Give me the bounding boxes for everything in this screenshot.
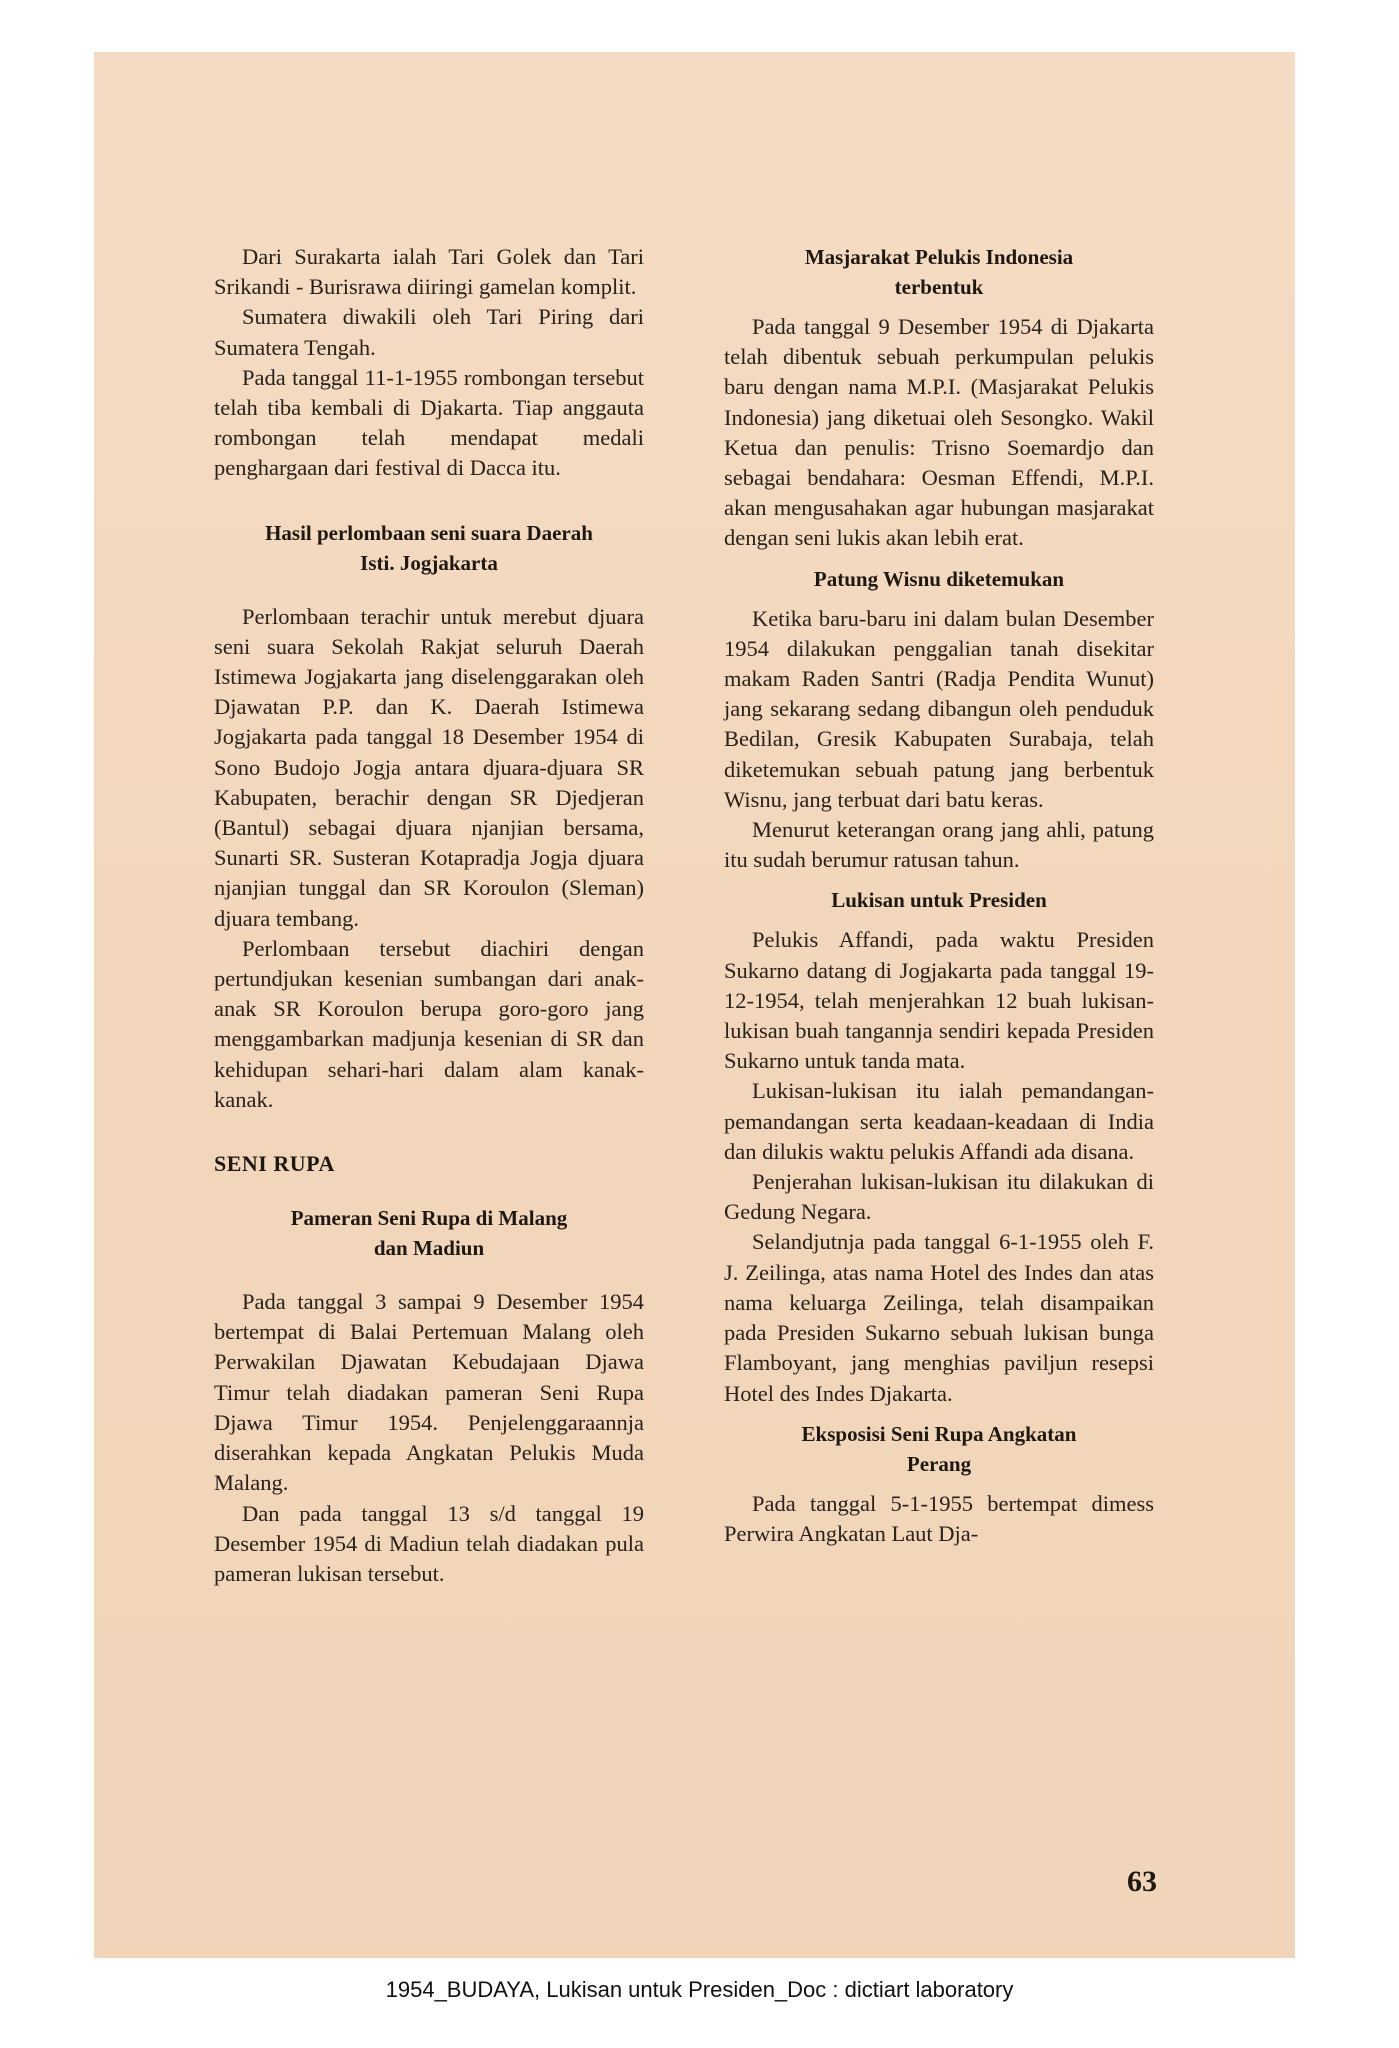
right-column [724, 242, 1154, 1549]
paragraph: Perlombaan tersebut diachiri dengan pertundjukan kesenian sumbangan dari anak-anak SR Koroulon berupa goro-goro jang menggambarkan madjunja kesenian di SR dan kehidupan sehari-hari dalam alam kanak-kanak. [214, 935, 644, 1112]
heading-line: Pameran Seni Rupa di Malang [290, 1206, 568, 1231]
paragraph: Pelukis Affandi, pada waktu Presiden Sukarno datang di Jogjakarta pada tanggal 19-12-1954, telah menjerahkan 12 buah lukisan-lukisan buah tangannja sendiri kepada Presiden Sukarno untuk tanda mata. [724, 927, 1154, 1074]
heading-lukisan-untuk-presiden: Lukisan untuk Presiden [831, 888, 1047, 913]
heading-hasil-perlombaan [214, 518, 644, 578]
paragraph: Penjerahan lukisan-lukisan itu dilakukan di Gedung Negara. [724, 1169, 1154, 1225]
paragraph: Menurut keterangan orang jang ahli, patung itu sudah berumur ratusan tahun. [724, 817, 1154, 873]
paragraph: Pada tanggal 11-1-1955 rombongan tersebut telah tiba kembali di Djakarta. Tiap anggauta rombongan telah mendapat medali penghargaan dari festival di Dacca itu. [214, 364, 644, 481]
paragraph: Selandjutnja pada tanggal 6-1-1955 oleh F. J. Zeilinga, atas nama Hotel des Indes dan atas nama keluarga Zeilinga, telah disampaikan pada Presiden Sukarno sebuah lukisan bunga Flamboyant, jang menghias paviljun resepsi Hotel des Indes Djakarta. [724, 1229, 1154, 1406]
paragraph: Pada tanggal 5-1-1955 bertempat dimess Perwira Angkatan Laut Dja- [724, 1490, 1154, 1546]
paragraph: Pada tanggal 9 Desember 1954 di Djakarta telah dibentuk sebuah perkumpulan pelukis baru dengan nama M.P.I. (Masjarakat Pelukis Indonesia) jang diketuai oleh Sesongko. Wakil Ketua dan penulis: Trisno Soemardjo dan sebagai bendahara: Oesman Effendi, M.P.I. akan mengusahakan agar hubungan masjarakat dengan seni lukis akan lebih erat. [724, 314, 1154, 551]
heading-line: Isti. Jogjakarta [360, 550, 498, 575]
image-caption: 1954_BUDAYA, Lukisan untuk Presiden_Doc : dictiart laboratory [385, 1977, 1014, 2002]
heading-line: Eksposisi Seni Rupa Angkatan [801, 1421, 1077, 1446]
heading-patung-wisnu: Patung Wisnu diketemukan [813, 566, 1065, 591]
paragraph: Ketika baru-baru ini dalam bulan Desember 1954 dilakukan penggalian tanah disekitar makam Raden Santri (Radja Pendita Wunut) jang sekarang sedang dibangun oleh penduduk Bedilan, Gresik Kabupaten Surabaja, telah diketemukan sebuah patung jang berbentuk Wisnu, jang terbuat dari batu keras. [724, 605, 1154, 812]
paragraph: Dari Surakarta ialah Tari Golek dan Tari Srikandi - Burisrawa diiringi gamelan komplit. [214, 244, 644, 300]
page-number: 63 [1127, 1865, 1157, 1898]
heading-line: Perang [906, 1451, 972, 1476]
paragraph: Sumatera diwakili oleh Tari Piring dari Sumatera Tengah. [214, 304, 644, 360]
heading-line: dan Madiun [373, 1236, 485, 1261]
heading-line: terbentuk [894, 275, 984, 299]
left-column [214, 242, 644, 1589]
scanned-page [94, 52, 1295, 1958]
paragraph: Dan pada tanggal 13 s/d tanggal 19 Desember 1954 di Madiun telah diadakan pula pameran lukisan tersebut. [214, 1500, 644, 1586]
heading-line: Masjarakat Pelukis Indonesia [804, 245, 1074, 269]
heading-masjarakat-pelukis [724, 242, 1154, 302]
heading-line: Hasil perlombaan seni suara Daerah [265, 520, 593, 545]
heading-pameran-seni-rupa [214, 1203, 644, 1263]
heading-eksposisi-seni-rupa [724, 1419, 1154, 1479]
section-title-seni-rupa: SENI RUPA [214, 1151, 335, 1177]
paragraph: Pada tanggal 3 sampai 9 Desember 1954 bertempat di Balai Pertemuan Malang oleh Perwakilan Djawatan Kebudajaan Djawa Timur telah diadakan pameran Seni Rupa Djawa Timur 1954. Penjelenggaraannja diserahkan kepada Angkatan Pelukis Muda Malang. [214, 1289, 644, 1496]
paragraph: Perlombaan terachir untuk merebut djuara seni suara Sekolah Rakjat seluruh Daerah Istimewa Jogjakarta jang diselenggarakan oleh Djawatan P.P. dan K. Daerah Istimewa Jogjakarta pada tanggal 18 Desember 1954 di Sono Budojo Jogja antara djuara-djuara SR Kabupaten, berachir dengan SR Djedjeran (Bantul) sebagai djuara njanjian bersama, Sunarti SR. Susteran Kotapradja Jogja djuara njanjian tunggal dan SR Koroulon (Sleman) djuara tembang. [214, 603, 644, 931]
paragraph: Lukisan-lukisan itu ialah pemandangan-pemandangan serta keadaan-keadaan di India dan dilukis waktu pelukis Affandi ada disana. [724, 1078, 1154, 1164]
